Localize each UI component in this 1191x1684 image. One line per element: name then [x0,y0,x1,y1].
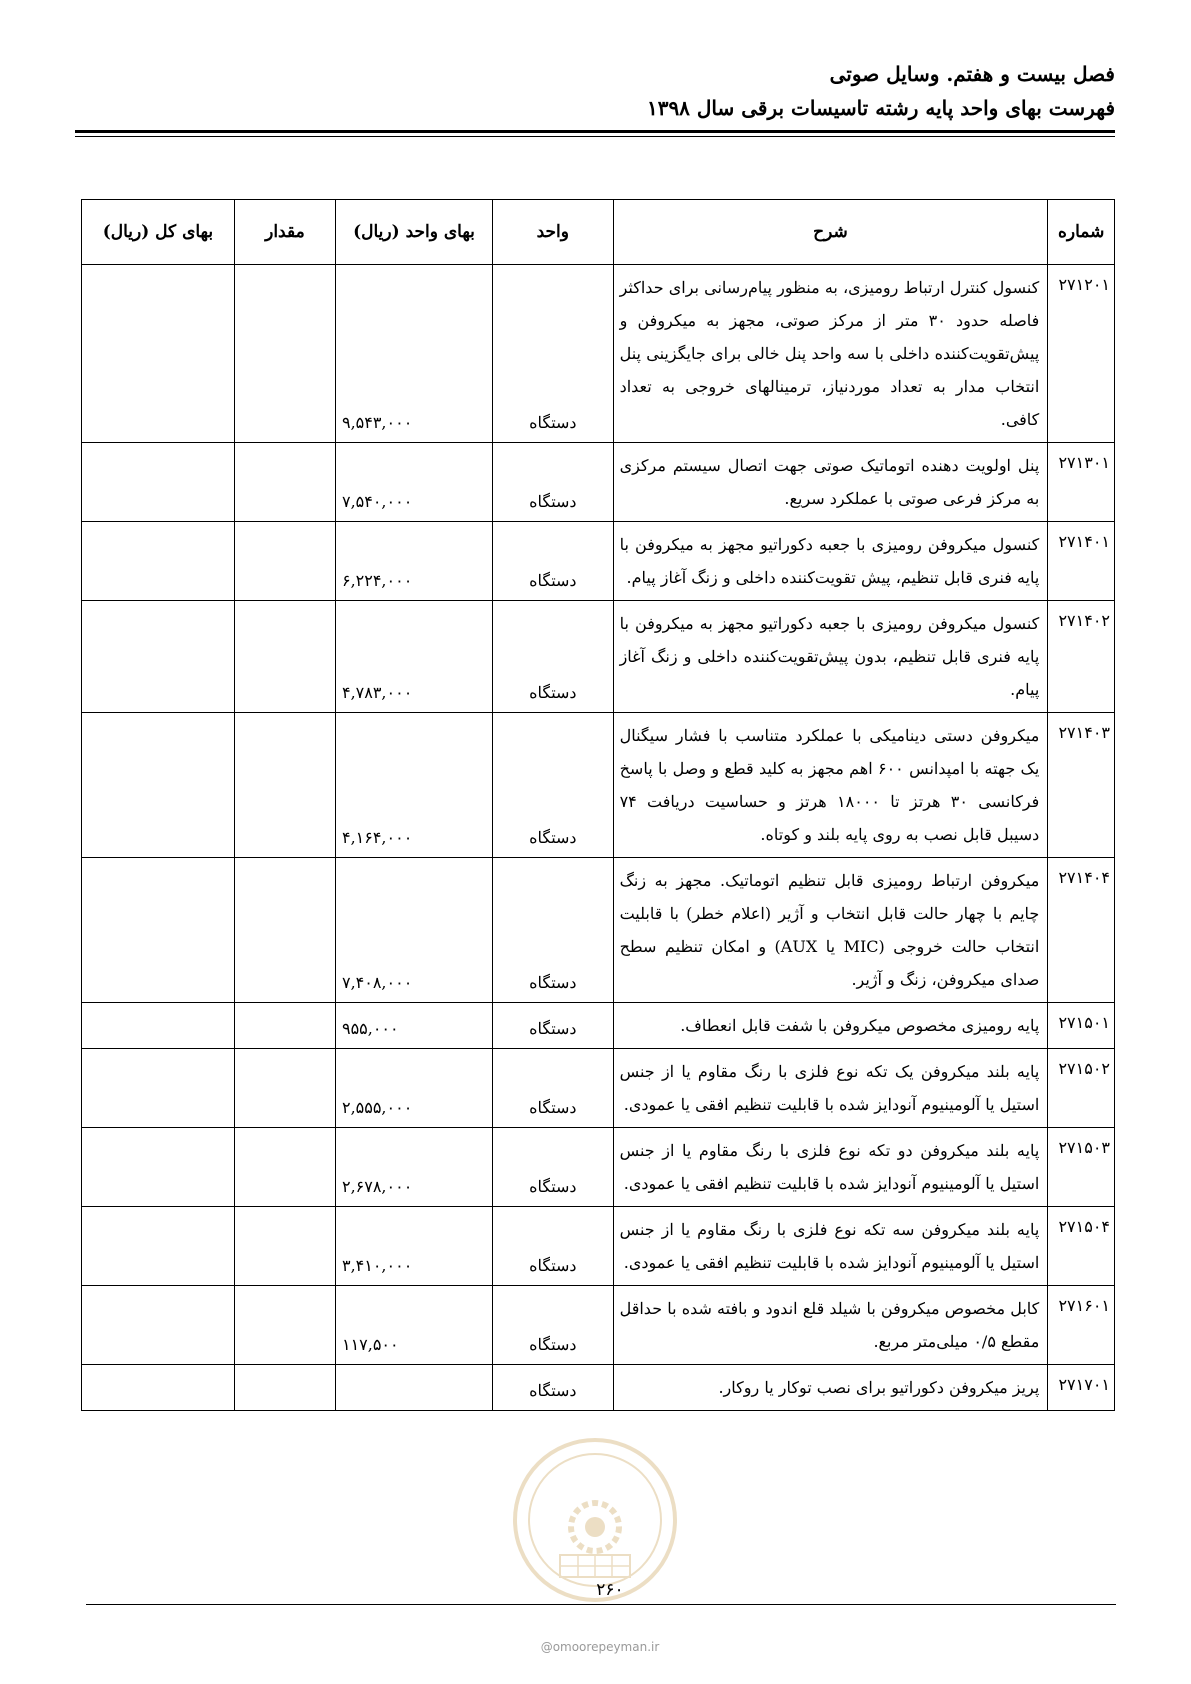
item-total-price [82,1049,235,1128]
item-code: ۲۷۱۴۰۴ [1048,858,1115,1003]
column-header-unit: واحد [493,200,614,265]
item-description: پایه رومیزی مخصوص میکروفن با شفت قابل انعطاف. [613,1003,1048,1049]
table-row [82,1365,1115,1411]
item-description: میکروفن دستی دینامیکی با عملکرد متناسب با فشار سیگنال یک جهته با امپدانس ۶۰۰ اهم مجهز به کلید قطع و وصل با پاسخ فرکانسی ۳۰ هرتز تا ۱۸۰۰۰ هرتز و حساسیت دریافت ۷۴ دسیبل قابل نصب به روی پایه بلند و کوتاه. [613,713,1048,858]
item-code: ۲۷۱۵۰۳ [1048,1128,1115,1207]
table-row [82,1286,1115,1365]
page-header [75,58,1115,122]
item-unit-price: ۴,۷۸۳,۰۰۰ [335,601,492,713]
item-description: کابل مخصوص میکروفن با شیلد قلع اندود و بافته شده با حداقل مقطع ۰/۵ میلی‌متر مربع. [613,1286,1048,1365]
item-code: ۲۷۱۶۰۱ [1048,1286,1115,1365]
column-header-quantity: مقدار [234,200,335,265]
site-watermark: @omoorepeyman.ir [540,1640,660,1654]
item-total-price [82,858,235,1003]
footer-divider [86,1604,1116,1605]
item-total-price [82,1286,235,1365]
item-code: ۲۷۱۲۰۱ [1048,265,1115,443]
item-code: ۲۷۱۵۰۱ [1048,1003,1115,1049]
item-unit-price [335,1365,492,1411]
table-row [82,1049,1115,1128]
item-description: کنسول میکروفن رومیزی با جعبه دکوراتیو مجهز به میکروفن با پایه فنری قابل تنظیم، بدون پیش‌تقویت‌کننده داخلی و زنگ آغاز پیام. [613,601,1048,713]
item-code: ۲۷۱۴۰۱ [1048,522,1115,601]
item-unit: دستگاه [493,1286,614,1365]
table-row [82,522,1115,601]
item-unit-price: ۷,۵۴۰,۰۰۰ [335,443,492,522]
table-row [82,601,1115,713]
item-unit-price: ۳,۴۱۰,۰۰۰ [335,1207,492,1286]
item-quantity [234,601,335,713]
item-unit: دستگاه [493,1049,614,1128]
item-description: کنسول کنترل ارتباط رومیزی، به منظور پیام‌رسانی برای حداکثر فاصله حدود ۳۰ متر از مرکز صوتی، مجهز به میکروفن و پیش‌تقویت‌کننده داخلی با سه واحد پنل خالی برای جایگزینی پنل انتخاب مدار به تعداد موردنیاز، ترمینالهای خروجی به تعداد کافی. [613,265,1048,443]
chapter-title: فصل بیست و هفتم. وسایل صوتی [829,62,1115,86]
item-unit: دستگاه [493,1128,614,1207]
header-divider-thin [75,136,1115,137]
item-description: پایه بلند میکروفن سه تکه نوع فلزی با رنگ مقاوم یا از جنس استیل یا آلومینیوم آنودایز شده با قابلیت تنظیم افقی یا عمودی. [613,1207,1048,1286]
item-unit: دستگاه [493,713,614,858]
item-unit: دستگاه [493,601,614,713]
table-header-row [82,200,1115,265]
item-quantity [234,1128,335,1207]
item-unit-price: ۲,۶۷۸,۰۰۰ [335,1128,492,1207]
item-total-price [82,1128,235,1207]
item-quantity [234,1207,335,1286]
item-total-price [82,265,235,443]
item-unit: دستگاه [493,1003,614,1049]
item-quantity [234,1286,335,1365]
item-code: ۲۷۱۷۰۱ [1048,1365,1115,1411]
item-total-price [82,1365,235,1411]
item-code: ۲۷۱۴۰۲ [1048,601,1115,713]
item-code: ۲۷۱۳۰۱ [1048,443,1115,522]
item-total-price [82,443,235,522]
item-code: ۲۷۱۴۰۳ [1048,713,1115,858]
list-title: فهرست بهای واحد پایه رشته تاسیسات برقی سال ۱۳۹۸ [646,96,1115,120]
item-unit: دستگاه [493,1365,614,1411]
table-row [82,1003,1115,1049]
table-body [82,265,1115,1411]
item-unit: دستگاه [493,443,614,522]
table-row [82,443,1115,522]
column-header-code: شماره [1048,200,1115,265]
column-header-description: شرح [613,200,1048,265]
item-total-price [82,601,235,713]
item-unit: دستگاه [493,858,614,1003]
item-total-price [82,713,235,858]
item-unit: دستگاه [493,522,614,601]
item-quantity [234,522,335,601]
item-quantity [234,1049,335,1128]
item-description: پایه بلند میکروفن دو تکه نوع فلزی با رنگ مقاوم یا از جنس استیل یا آلومینیوم آنودایز شده با قابلیت تنظیم افقی یا عمودی. [613,1128,1048,1207]
table-row [82,858,1115,1003]
item-code: ۲۷۱۵۰۴ [1048,1207,1115,1286]
item-total-price [82,522,235,601]
table-row [82,1128,1115,1207]
item-quantity [234,443,335,522]
item-description: پریز میکروفن دکوراتیو برای نصب توکار یا روکار. [613,1365,1048,1411]
item-unit-price: ۱۱۷,۵۰۰ [335,1286,492,1365]
table-row [82,265,1115,443]
item-quantity [234,1365,335,1411]
item-unit-price: ۷,۴۰۸,۰۰۰ [335,858,492,1003]
item-total-price [82,1207,235,1286]
item-description: پایه بلند میکروفن یک تکه نوع فلزی با رنگ مقاوم یا از جنس استیل یا آلومینیوم آنودایز شده با قابلیت تنظیم افقی یا عمودی. [613,1049,1048,1128]
item-quantity [234,713,335,858]
item-quantity [234,858,335,1003]
item-total-price [82,1003,235,1049]
item-unit: دستگاه [493,1207,614,1286]
column-header-unit-price: بهای واحد (ریال) [335,200,492,265]
table-row [82,1207,1115,1286]
item-quantity [234,265,335,443]
item-unit: دستگاه [493,265,614,443]
item-description: میکروفن ارتباط رومیزی قابل تنظیم اتوماتیک. مجهز به زنگ چایم با چهار حالت قابل انتخاب و آژیر (اعلام خطر) با قابلیت انتخاب حالت خروجی (MIC یا AUX) و امکان تنظیم سطح صدای میکروفن، زنگ و آژیر. [613,858,1048,1003]
item-quantity [234,1003,335,1049]
column-header-total-price: بهای کل (ریال) [82,200,235,265]
item-unit-price: ۲,۵۵۵,۰۰۰ [335,1049,492,1128]
item-description: کنسول میکروفن رومیزی با جعبه دکوراتیو مجهز به میکروفن با پایه فنری قابل تنظیم، پیش تقویت‌کننده داخلی و زنگ آغاز پیام. [613,522,1048,601]
item-unit-price: ۶,۲۲۴,۰۰۰ [335,522,492,601]
table-row [82,713,1115,858]
page-number: ۲۶۰ [596,1580,624,1600]
item-code: ۲۷۱۵۰۲ [1048,1049,1115,1128]
price-list-table [81,199,1115,1411]
item-unit-price: ۹۵۵,۰۰۰ [335,1003,492,1049]
item-description: پنل اولویت دهنده اتوماتیک صوتی جهت اتصال سیستم مرکزی به مرکز فرعی صوتی با عملکرد سریع. [613,443,1048,522]
item-unit-price: ۹,۵۴۳,۰۰۰ [335,265,492,443]
header-divider-thick [75,130,1115,133]
item-unit-price: ۴,۱۶۴,۰۰۰ [335,713,492,858]
